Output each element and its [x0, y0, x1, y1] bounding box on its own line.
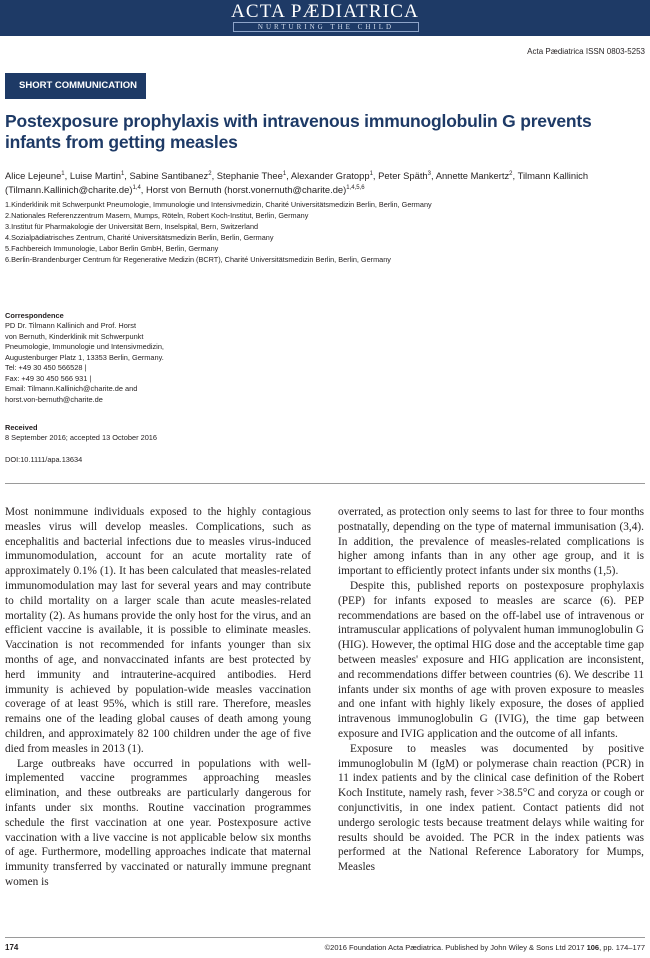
correspondence-line: Fax: +49 30 450 566 931 | — [5, 373, 92, 383]
author-affiliation-marker: 3 — [427, 171, 431, 177]
correspondence-line: Pneumologie, Immunologie und Intensivmedizin, — [5, 342, 164, 351]
issn-label: Acta Pædiatrica ISSN 0803-5253 — [527, 47, 645, 56]
affiliation-item: 2.Nationales Referenzzentrum Masern, Mumps, Röteln, Robert Koch-Institut, Berlin, Germany — [5, 211, 309, 220]
author-name: Horst von Bernuth (horst.vonernuth@charite.de) — [146, 184, 347, 196]
author-affiliation-marker: 2 — [208, 171, 212, 177]
correspondence-address — [5, 321, 195, 405]
received-block — [5, 423, 225, 444]
journal-masthead — [0, 0, 650, 36]
journal-name: ACTA PÆDIATRICA — [230, 1, 420, 22]
author-list: Alice Lejeune$^1$, Luise Martin$^1$, Sabine Santibanez$^2$, Stephanie Thee$^1$, Alexander Gratopp$^1$, Peter Späth$^3$, Annette Mankertz$^2$, Tilmann Kallinich (Tilmann.Kallinich@charite.de)$^{1,4}$, Horst von Bernuth (horst.vonernuth@charite.de)$^{1,4,5,6}$ — [5, 170, 589, 196]
author-affiliation-marker: 1 — [282, 171, 287, 177]
affiliation-list — [5, 199, 630, 265]
author-name: Luise Martin — [69, 170, 121, 182]
correspondence-line: Tel: +49 30 450 566528 | — [5, 363, 87, 372]
body-paragraph: Despite this, published reports on postexposure prophylaxis (PEP) for infants exposed to measles are scarce (6). PEP recommendations are based on the off-label use of intravenous or intramuscular applications of polyvalent human immunoglobulin G (HIG). However, the optimal HIG dose and the acceptable time gap between measles' exposure and HIG application are inconsistent, and recommendations differ between countries (6). We describe 11 infants under six months of age with proven exposure to measles and one infant with highly likely exposure, the doses of applied intravenous immunoglobulin G (IVIG), the time gap between exposure and IVIG application and the outcome of all infants. — [338, 579, 644, 740]
body-column-right — [338, 505, 644, 875]
section-divider — [5, 483, 645, 484]
affiliation-item: 6.Berlin-Brandenburger Centrum für Regenerative Medizin (BCRT), Charité Universitätsmedizin Berlin, Berlin, Germany — [5, 255, 391, 264]
page-number: 174 — [5, 943, 19, 952]
journal-tagline: NURTURING THE CHILD — [233, 22, 419, 32]
author-name: Stephanie Thee — [216, 170, 283, 182]
author-affiliation-marker: 1 — [369, 171, 373, 177]
footer-copyright — [325, 943, 645, 952]
article-title: Postexposure prophylaxis with intravenous immunoglobulin G prevents infants from getting measles — [5, 111, 592, 152]
correspondence-line: Email: Tilmann.Kallinich@charite.de and — [5, 384, 138, 393]
author-affiliation-marker: 1,4,5,6 — [346, 185, 365, 192]
body-paragraph: Large outbreaks have occurred in populations with well-implemented vaccine programmes approaching measles elimination, and these outbreaks are particularly dangerous for infants under six months. Routine vaccination programmes schedule the first vaccination at one year. Postexposure active vaccination with a live vaccine is not applicable below six months of age. Furthermore, modelling approaches indicate that maternal immunity transferred by vaccinated or naturally immune pregnant women is — [5, 757, 311, 888]
page-range: , pp. 174–177 — [599, 943, 645, 952]
affiliation-item: 3.Institut für Pharmakologie der Universität Bern, Inselspital, Bern, Switzerland — [5, 222, 259, 231]
correspondence-block — [5, 311, 195, 405]
volume-number: 106 — [586, 943, 600, 952]
author-affiliation-marker: 1 — [61, 171, 65, 177]
author-name: Sabine Santibanez — [129, 170, 209, 182]
author-name: Peter Späth — [378, 170, 428, 182]
section-label: SHORT COMMUNICATION — [5, 73, 146, 99]
author-name: Alice Lejeune — [5, 170, 62, 182]
author-name: Tilmann Kallinich (Tilmann.Kallinich@charite.de) — [5, 170, 589, 196]
author-affiliation-marker: 1 — [120, 171, 125, 177]
author-affiliation-marker: 2 — [509, 171, 513, 177]
received-date: 8 September 2016; accepted 13 October 2016 — [5, 433, 158, 442]
body-paragraph: Exposure to measles was documented by positive immunoglobulin M (IgM) or polymerase chain reaction (PCR) in 11 index patients and by the clinical case definition of the Robert Koch Institute, namely rash, fever >38.5°C and coryza or cough or conjunctivitis, in one index patient. Contact patients did not undergo serologic tests because treatment delays while waiting for results should be avoided. The PCR in the index patients was performed at the National Reference Laboratory for Mumps, Measles — [338, 742, 644, 874]
body-paragraph: overrated, as protection only seems to last for three to four months postnatally, depending on the type of maternal immunisation (3,4). In addition, the prevalence of measles-related complications is higher among infants than in any other age group, and it is important to efficiently protect infants under six months (1,5). — [338, 506, 644, 578]
correspondence-line: horst.von-bernuth@charite.de — [5, 394, 103, 404]
affiliation-item: 5.Fachbereich Immunologie, Labor Berlin GmbH, Berlin, Germany — [5, 244, 219, 253]
author-affiliation-marker: 1,4 — [132, 185, 141, 192]
author-name: Alexander Gratopp — [290, 170, 370, 182]
body-column-left — [5, 505, 311, 890]
footer-divider — [5, 937, 645, 938]
correspondence-line: von Bernuth, Kinderklinik mit Schwerpunkt — [5, 331, 144, 341]
affiliation-item: 4.Sozialpädiatrisches Zentrum, Charité Universitätsmedizin Berlin, Berlin, Germany — [5, 233, 274, 242]
received-label: Received — [5, 423, 38, 432]
correspondence-label: Correspondence — [5, 311, 64, 320]
author-name: Annette Mankertz — [435, 170, 510, 182]
affiliation-item: 1.Kinderklinik mit Schwerpunkt Pneumologie, Immunologie und Intensivmedizin, Charité Universitätsmedizin Berlin, Berlin, Germany — [5, 200, 432, 209]
correspondence-line: Augustenburger Platz 1, 13353 Berlin, Germany. — [5, 352, 164, 362]
correspondence-line: PD Dr. Tilmann Kallinich and Prof. Horst — [5, 321, 137, 330]
body-paragraph: Most nonimmune individuals exposed to the highly contagious measles virus will develop measles. Complications, such as encephalitis and bacterial infections due to measles virus-induced immunomodulation, account for an acute mortality rate of approximately 0.1% (1). It has been calculated that measles-related immunomodulation may last for several years and may contribute to child mortality on a larger scale than acute measles-related mortality (2). As humans provide the only host for the virus, and an efficient vaccine is available, it is possible to eliminate measles. Vaccination is not recommended for infants younger than six months of age, and nonvaccinated infants are best protected by herd immunity and intrauterine-acquired antibodies. Herd immunity is achieved by population-wide measles vaccination coverage of at least 95%, which is still rare. Therefore, measles remains one of the leading global causes of death among young children, and approximately 82 100 children under the age of five died from measles in 2013 (1). — [5, 506, 311, 755]
doi-link[interactable]: DOI:10.1111/apa.13634 — [5, 455, 83, 464]
copyright-text: ©2016 Foundation Acta Pædiatrica. Published by John Wiley & Sons Ltd 2017 — [324, 943, 587, 952]
